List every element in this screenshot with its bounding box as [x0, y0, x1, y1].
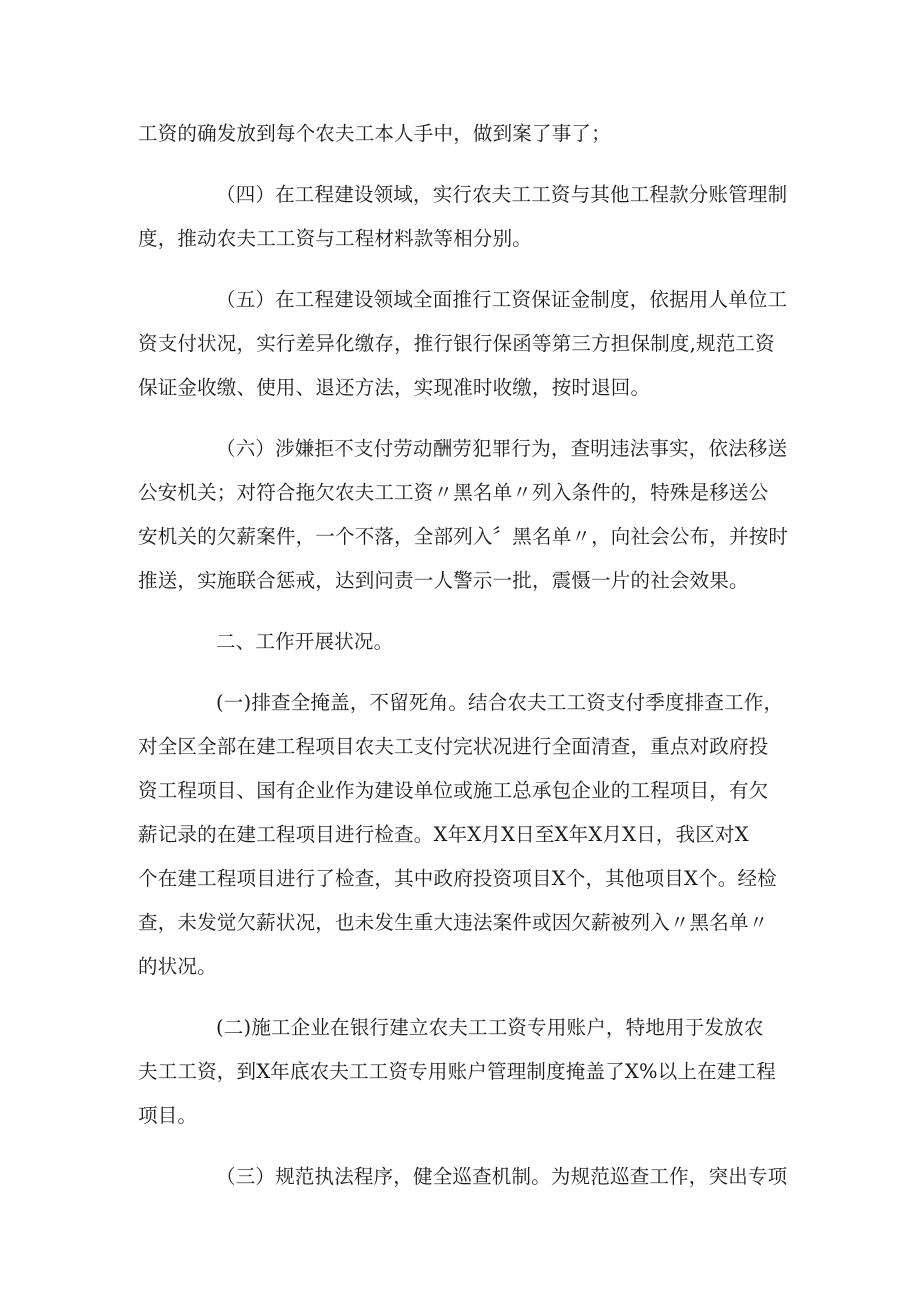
text-line: 夫工工资，到X年底农夫工工资专用账户管理制度掩盖了X%以上在建工程: [138, 1060, 776, 1083]
text-line: 度，推动农夫工工资与工程材料款等相分别。: [138, 227, 533, 250]
text-line: 工资的确发放到每个农夫工本人手中，做到案了事了；: [138, 122, 611, 145]
text-line: （五）在工程建设领域全面推行工资保证金制度，依据用人单位工: [216, 288, 788, 311]
text-line: 对全区全部在建工程项目农夫工支付完状况进行全面清查，重点对政府投: [138, 735, 769, 758]
paragraph-item-5: [138, 278, 788, 410]
text-line: 薪记录的在建工程项目进行检查。X年X月X日至X年X月X日，我区对X: [138, 823, 749, 846]
text-line: 二、工作开展状况。: [216, 630, 394, 653]
text-line: （三）规范执法程序，健全巡查机制。为规范巡查工作，突出专项: [216, 1165, 788, 1188]
text-line: 资支付状况，实行差异化缴存，推行银行保函等第三方担保制度,规范工资: [138, 332, 775, 355]
paragraph-sub-2: [138, 1006, 788, 1138]
paragraph-sub-3: [138, 1155, 788, 1199]
paragraph-item-4: [138, 173, 788, 261]
text-line: (一)排查全掩盖，不留死角。结合农夫工工资支付季度排查工作，: [216, 691, 784, 714]
paragraph-item-6: [138, 427, 788, 603]
paragraph-section-2: [138, 620, 788, 664]
text-line: （六）涉嫌拒不支付劳动酬劳犯罪行为，查明违法事实，依法移送: [216, 437, 788, 460]
text-line: 的状况。: [138, 955, 217, 978]
text-line: 安机关的欠薪案件，一个不落，全部列入〞黑名单〃，向社会公布，并按时: [138, 525, 789, 548]
paragraph-continuation: [138, 112, 788, 156]
paragraph-sub-1: [138, 681, 788, 989]
text-line: 个在建工程项目进行了检查，其中政府投资项目X个，其他项目X个。经检: [138, 867, 777, 890]
text-line: (二)施工企业在银行建立农夫工工资专用账户，特地用于发放农: [216, 1016, 764, 1039]
text-line: （四）在工程建设领域，实行农夫工工资与其他工程款分账管理制: [216, 183, 788, 206]
text-line: 保证金收缴、使用、退还方法，实现准时收缴，按时退回。: [138, 376, 651, 399]
text-line: 推送，实施联合惩戒，达到问责一人警示一批，震慑一片的社会效果。: [138, 569, 749, 592]
text-line: 查，未发觉欠薪状况，也未发生重大违法案件或因欠薪被列入〃黑名单〃: [138, 911, 769, 934]
text-line: 公安机关；对符合拖欠农夫工工资〃黑名单〃列入条件的，特殊是移送公: [138, 481, 769, 504]
text-line: 项目。: [138, 1104, 198, 1127]
document-body: [138, 112, 788, 1199]
text-line: 资工程项目、国有企业作为建设单位或施工总承包企业的工程项目，有欠: [138, 779, 769, 802]
